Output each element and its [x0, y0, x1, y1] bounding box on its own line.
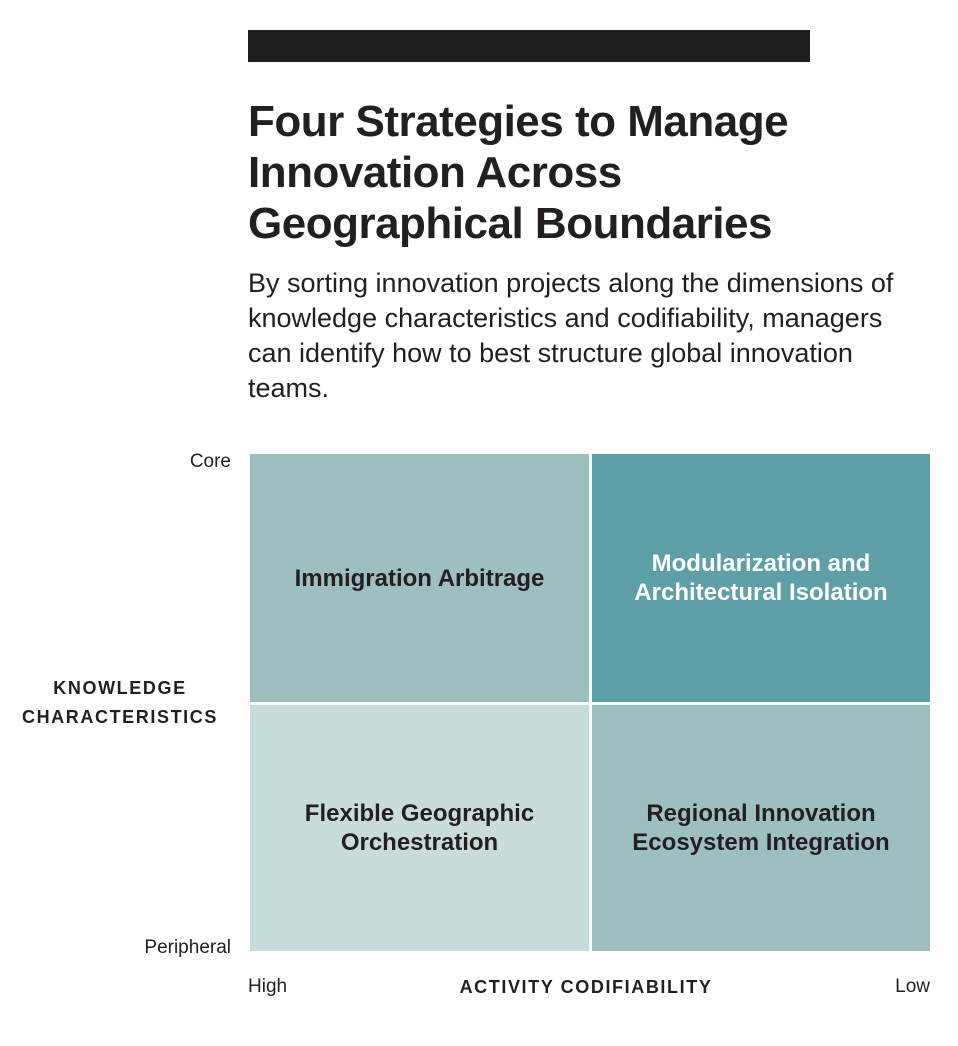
quadrant-top-right-label: Modularization and Architectural Isolation — [634, 550, 888, 606]
x-axis-right-label: Low — [895, 976, 930, 997]
quadrant-top-right — [592, 454, 930, 702]
quadrant-bottom-left — [250, 705, 589, 951]
y-axis-title: KNOWLEDGE CHARACTERISTICS — [21, 678, 218, 727]
strategy-matrix — [248, 452, 932, 952]
y-axis-top-label: Core — [189, 451, 231, 472]
quadrant-bottom-left-label: Flexible Geographic Orchestration — [304, 800, 535, 856]
header-bar — [248, 30, 810, 62]
quadrant-top-left — [250, 454, 589, 702]
y-axis-bottom-label: Peripheral — [144, 937, 231, 958]
page-title: Four Strategies to Manage Innovation Across Geographical Boundaries — [248, 97, 789, 248]
quadrant-bottom-right-label: Regional Innovation Ecosystem Integration — [632, 800, 890, 856]
quadrant-top-left-label: Immigration Arbitrage — [294, 564, 545, 592]
x-axis-left-label: High — [248, 976, 288, 997]
quadrant-bottom-right — [592, 705, 930, 951]
page-subtitle: By sorting innovation projects along the dimensions of knowledge characteristics and codifiability, managers can identify how to best structure global innovation teams. — [248, 268, 894, 403]
x-axis-title: ACTIVITY CODIFIABILITY — [459, 977, 713, 997]
